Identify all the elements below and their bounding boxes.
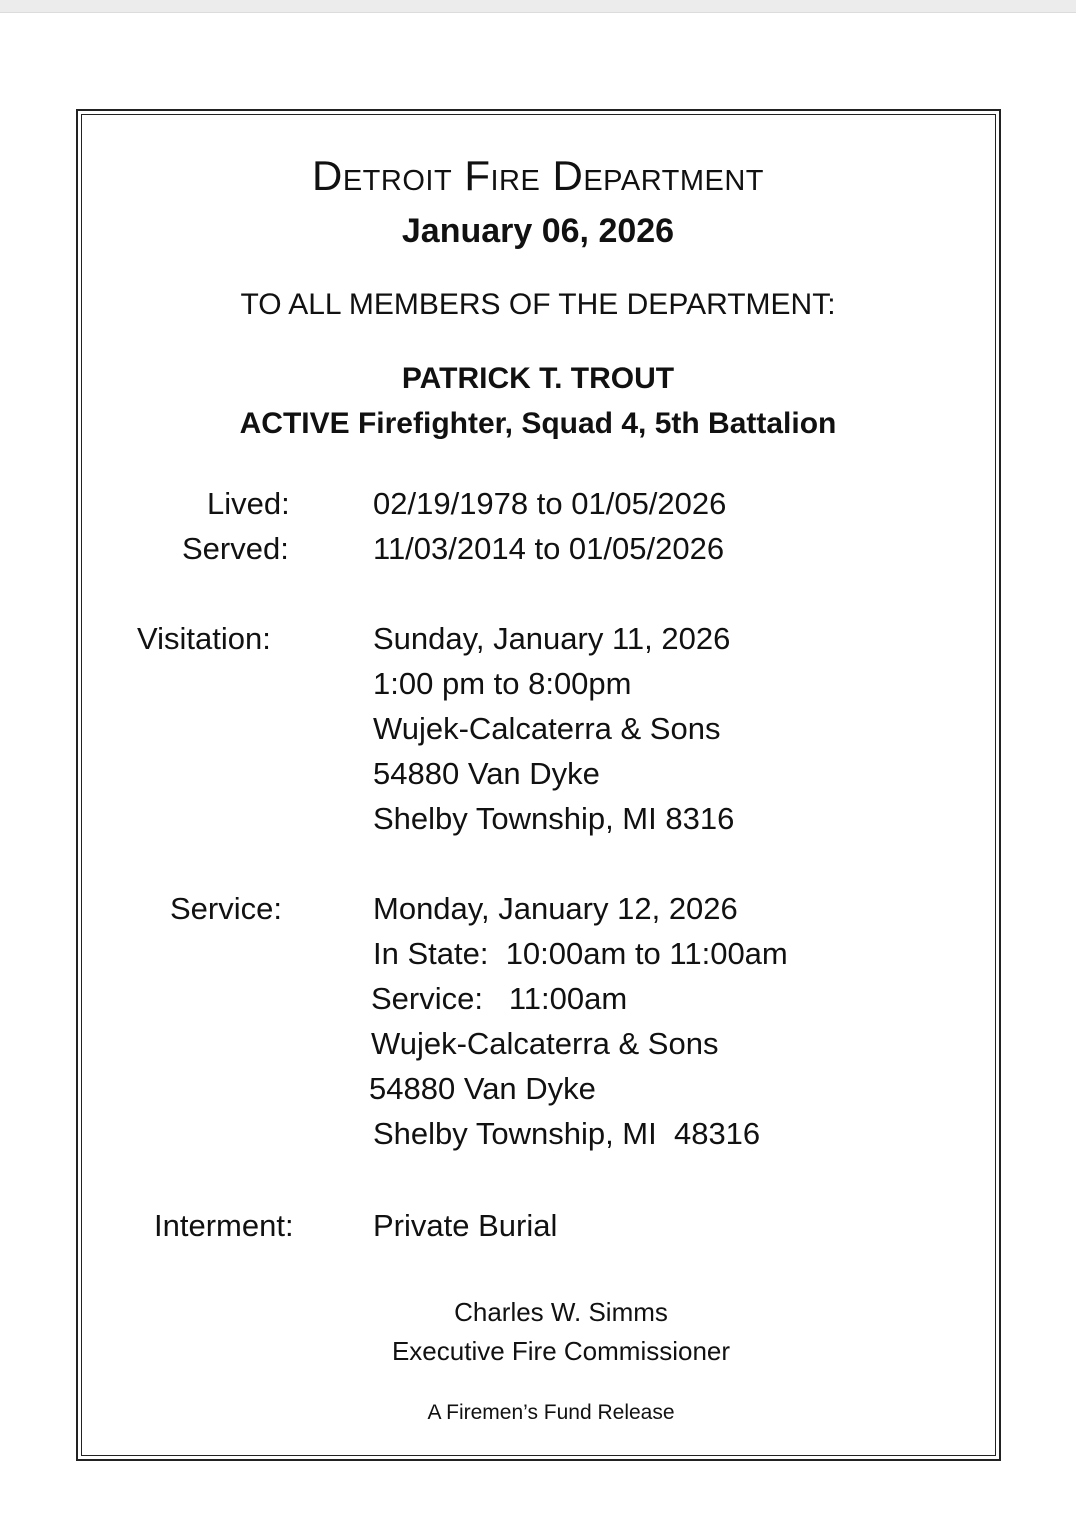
service-line: Wujek-Calcaterra & Sons [371,1026,719,1061]
interment-label: Interment: [154,1208,294,1243]
signatory-name: Charles W. Simms [454,1297,668,1327]
lived-value: 02/19/1978 to 01/05/2026 [373,486,727,521]
service-line: Shelby Township, MI 48316 [373,1116,761,1151]
notice-date: January 06, 2026 [401,212,675,250]
service-line: Service: 11:00am [371,981,628,1016]
service-line: 54880 Van Dyke [369,1071,596,1106]
salutation: TO ALL MEMBERS OF THE DEPARTMENT: [240,288,836,321]
visitation-line: 1:00 pm to 8:00pm [373,666,632,701]
lived-label: Lived: [207,486,290,521]
visitation-label: Visitation: [137,621,271,656]
member-name: PATRICK T. TROUT [401,362,675,395]
department-title: Detroit Fire Department [312,152,764,199]
served-label: Served: [182,531,289,566]
visitation-line: Shelby Township, MI 8316 [373,801,735,836]
served-value: 11/03/2014 to 01/05/2026 [373,531,725,566]
visitation-line: Wujek-Calcaterra & Sons [373,711,721,746]
member-rank: ACTIVE Firefighter, Squad 4, 5th Battalion [239,407,837,440]
visitation-line: Sunday, January 11, 2026 [373,621,731,656]
release-note: A Firemen’s Fund Release [427,1401,675,1424]
service-line: In State: 10:00am to 11:00am [373,936,788,971]
service-line: Monday, January 12, 2026 [373,891,738,926]
service-label: Service: [170,891,282,926]
visitation-line: 54880 Van Dyke [373,756,600,791]
top-strip [0,0,1076,13]
signatory-title: Executive Fire Commissioner [391,1336,731,1366]
interment-value: Private Burial [373,1208,558,1243]
